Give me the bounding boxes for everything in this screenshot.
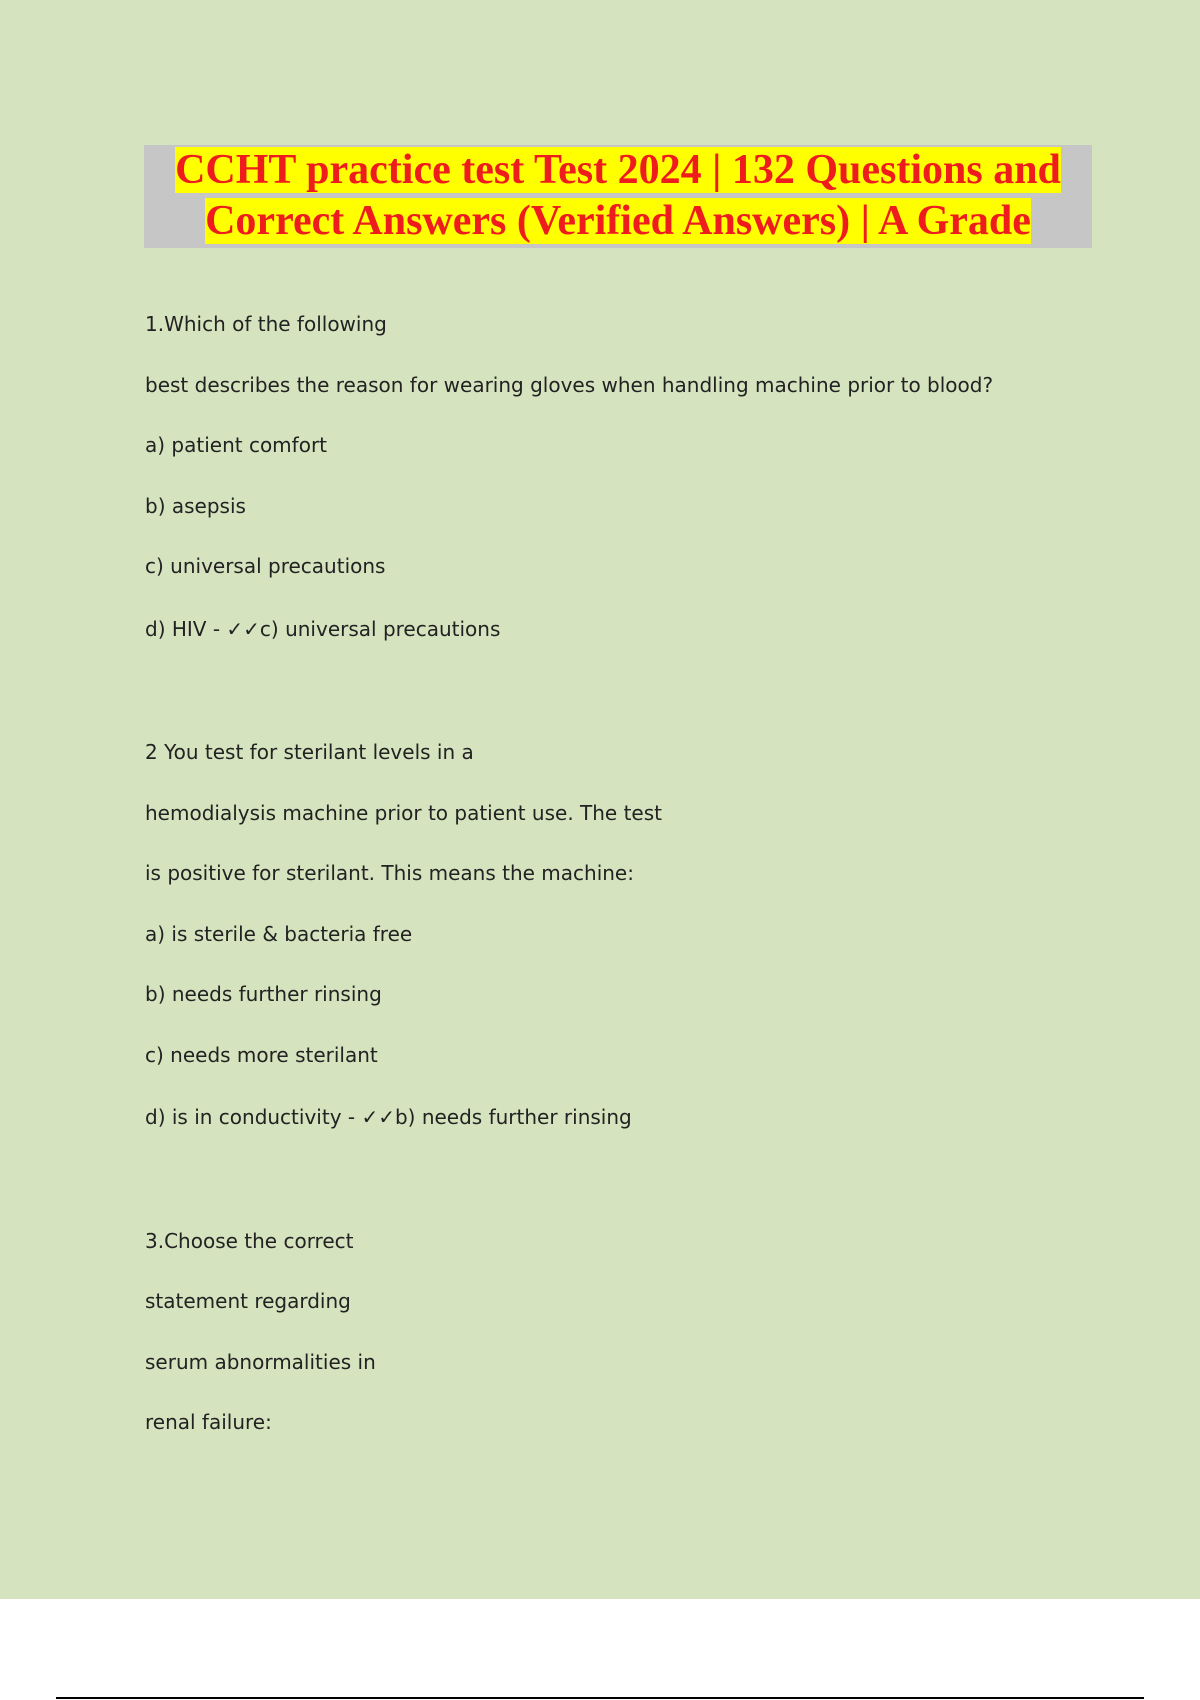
question-3-stem-line-4: renal failure: xyxy=(145,1410,272,1434)
question-2-stem-line-1: 2 You test for sterilant levels in a xyxy=(145,740,474,764)
question-1-option-b: b) asepsis xyxy=(145,494,246,518)
title-line-1: CCHT practice test Test 2024 | 132 Questions and xyxy=(175,147,1061,193)
question-3-stem-line-1: 3.Choose the correct xyxy=(145,1229,354,1253)
question-1-option-a: a) patient comfort xyxy=(145,433,328,457)
question-1-option-c: c) universal precautions xyxy=(145,554,386,578)
title-line-2: Correct Answers (Verified Answers) | A Grade xyxy=(205,198,1031,244)
footer-divider xyxy=(56,1697,1144,1699)
question-1-stem-line-2: best describes the reason for wearing gloves when handling machine prior to blood? xyxy=(145,373,994,397)
question-2-option-d-answer: d) is in conductivity - ✓✓b) needs further rinsing xyxy=(145,1105,632,1129)
question-2-option-a: a) is sterile & bacteria free xyxy=(145,922,413,946)
question-3-stem-line-2: statement regarding xyxy=(145,1289,351,1313)
question-3-stem-line-3: serum abnormalities in xyxy=(145,1350,376,1374)
question-2-option-c: c) needs more sterilant xyxy=(145,1043,378,1067)
document-title xyxy=(144,145,1092,247)
question-2-option-b: b) needs further rinsing xyxy=(145,982,382,1006)
question-2-stem-line-2: hemodialysis machine prior to patient use. The test xyxy=(145,801,662,825)
question-1-stem-line-1: 1.Which of the following xyxy=(145,312,387,336)
question-1-option-d-answer: d) HIV - ✓✓c) universal precautions xyxy=(145,617,501,641)
question-2-stem-line-3: is positive for sterilant. This means the machine: xyxy=(145,861,634,885)
